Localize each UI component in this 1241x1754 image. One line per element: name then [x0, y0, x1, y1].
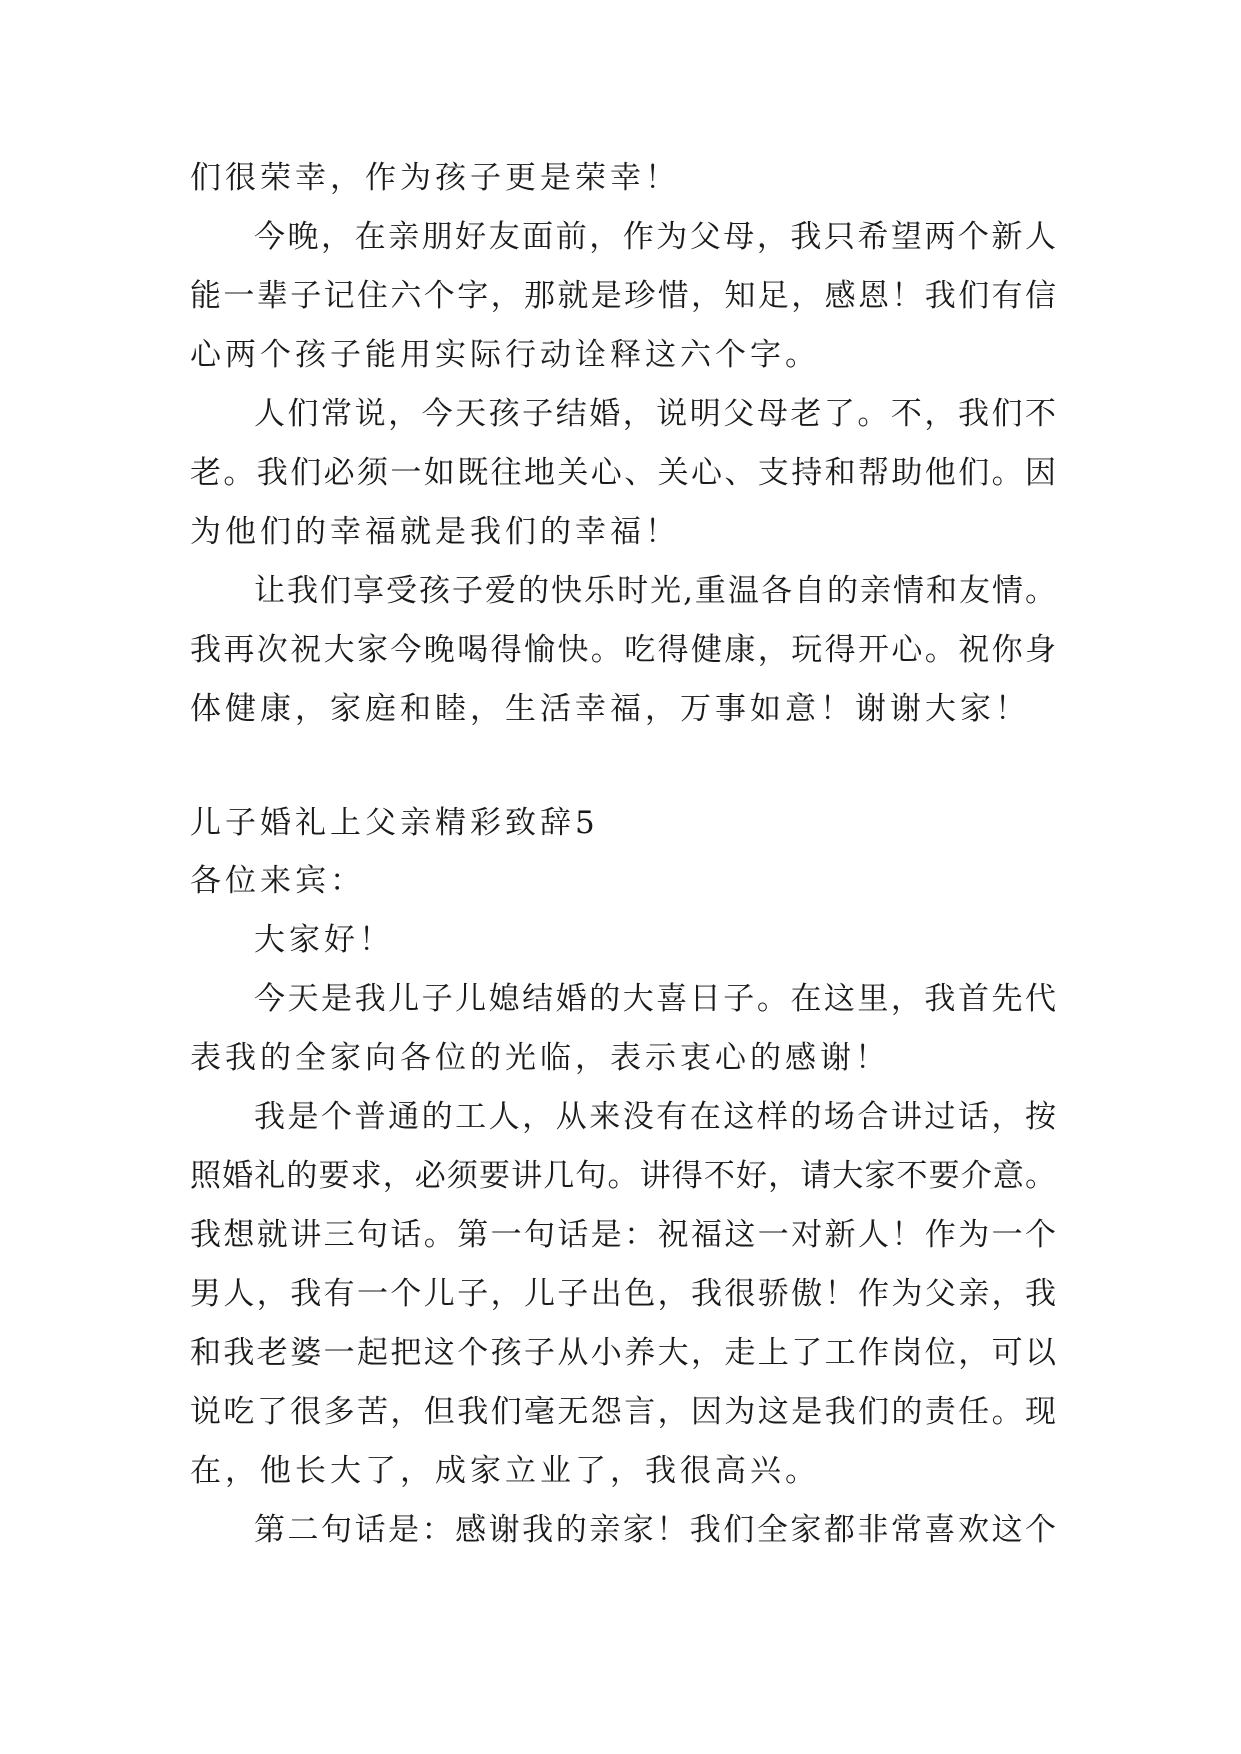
section-heading: 儿子婚礼上父亲精彩致辞5: [190, 805, 599, 841]
text-line: 今晚，在亲朋好友面前，作为父母，我只希望两个新人: [254, 219, 1056, 255]
text-line: 我再次祝大家今晚喝得愉快。吃得健康，玩得开心。祝你身: [190, 632, 1056, 668]
text-line: 让我们享受孩子爱的快乐时光,重温各自的亲情和友情。: [254, 573, 1056, 609]
text-line: 今天是我儿子儿媳结婚的大喜日子。在这里，我首先代: [254, 981, 1056, 1017]
text-line: 能一辈子记住六个字，那就是珍惜，知足，感恩！我们有信: [190, 278, 1056, 314]
text-line: 和我老婆一起把这个孩子从小养大，走上了工作岗位，可以: [190, 1335, 1056, 1371]
text-line: 第二句话是：感谢我的亲家！我们全家都非常喜欢这个: [254, 1512, 1056, 1548]
text-line: 们很荣幸，作为孩子更是荣幸！: [190, 160, 680, 196]
text-line: 在，他长大了，成家立业了，我很高兴。: [190, 1453, 820, 1489]
text-line: 体健康，家庭和睦，生活幸福，万事如意！谢谢大家！: [190, 691, 1030, 727]
text-line: 为他们的幸福就是我们的幸福！: [190, 514, 680, 550]
text-line: 大家好！: [254, 922, 394, 958]
text-line: 我想就讲三句话。第一句话是：祝福这一对新人！作为一个: [190, 1217, 1056, 1253]
text-line: 说吃了很多苦，但我们毫无怨言，因为这是我们的责任。现: [190, 1394, 1056, 1430]
text-line: 老。我们必须一如既往地关心、关心、支持和帮助他们。因: [190, 455, 1056, 491]
text-line: 我是个普通的工人，从来没有在这样的场合讲过话，按: [254, 1099, 1056, 1135]
salutation: 各位来宾：: [190, 863, 365, 899]
text-line: 男人，我有一个儿子，儿子出色，我很骄傲！作为父亲，我: [190, 1276, 1056, 1312]
text-line: 人们常说，今天孩子结婚，说明父母老了。不，我们不: [254, 396, 1056, 432]
text-line: 照婚礼的要求，必须要讲几句。讲得不好，请大家不要介意。: [190, 1158, 1056, 1194]
text-line: 心两个孩子能用实际行动诠释这六个字。: [190, 337, 820, 373]
text-line: 表我的全家向各位的光临，表示衷心的感谢！: [190, 1040, 890, 1076]
